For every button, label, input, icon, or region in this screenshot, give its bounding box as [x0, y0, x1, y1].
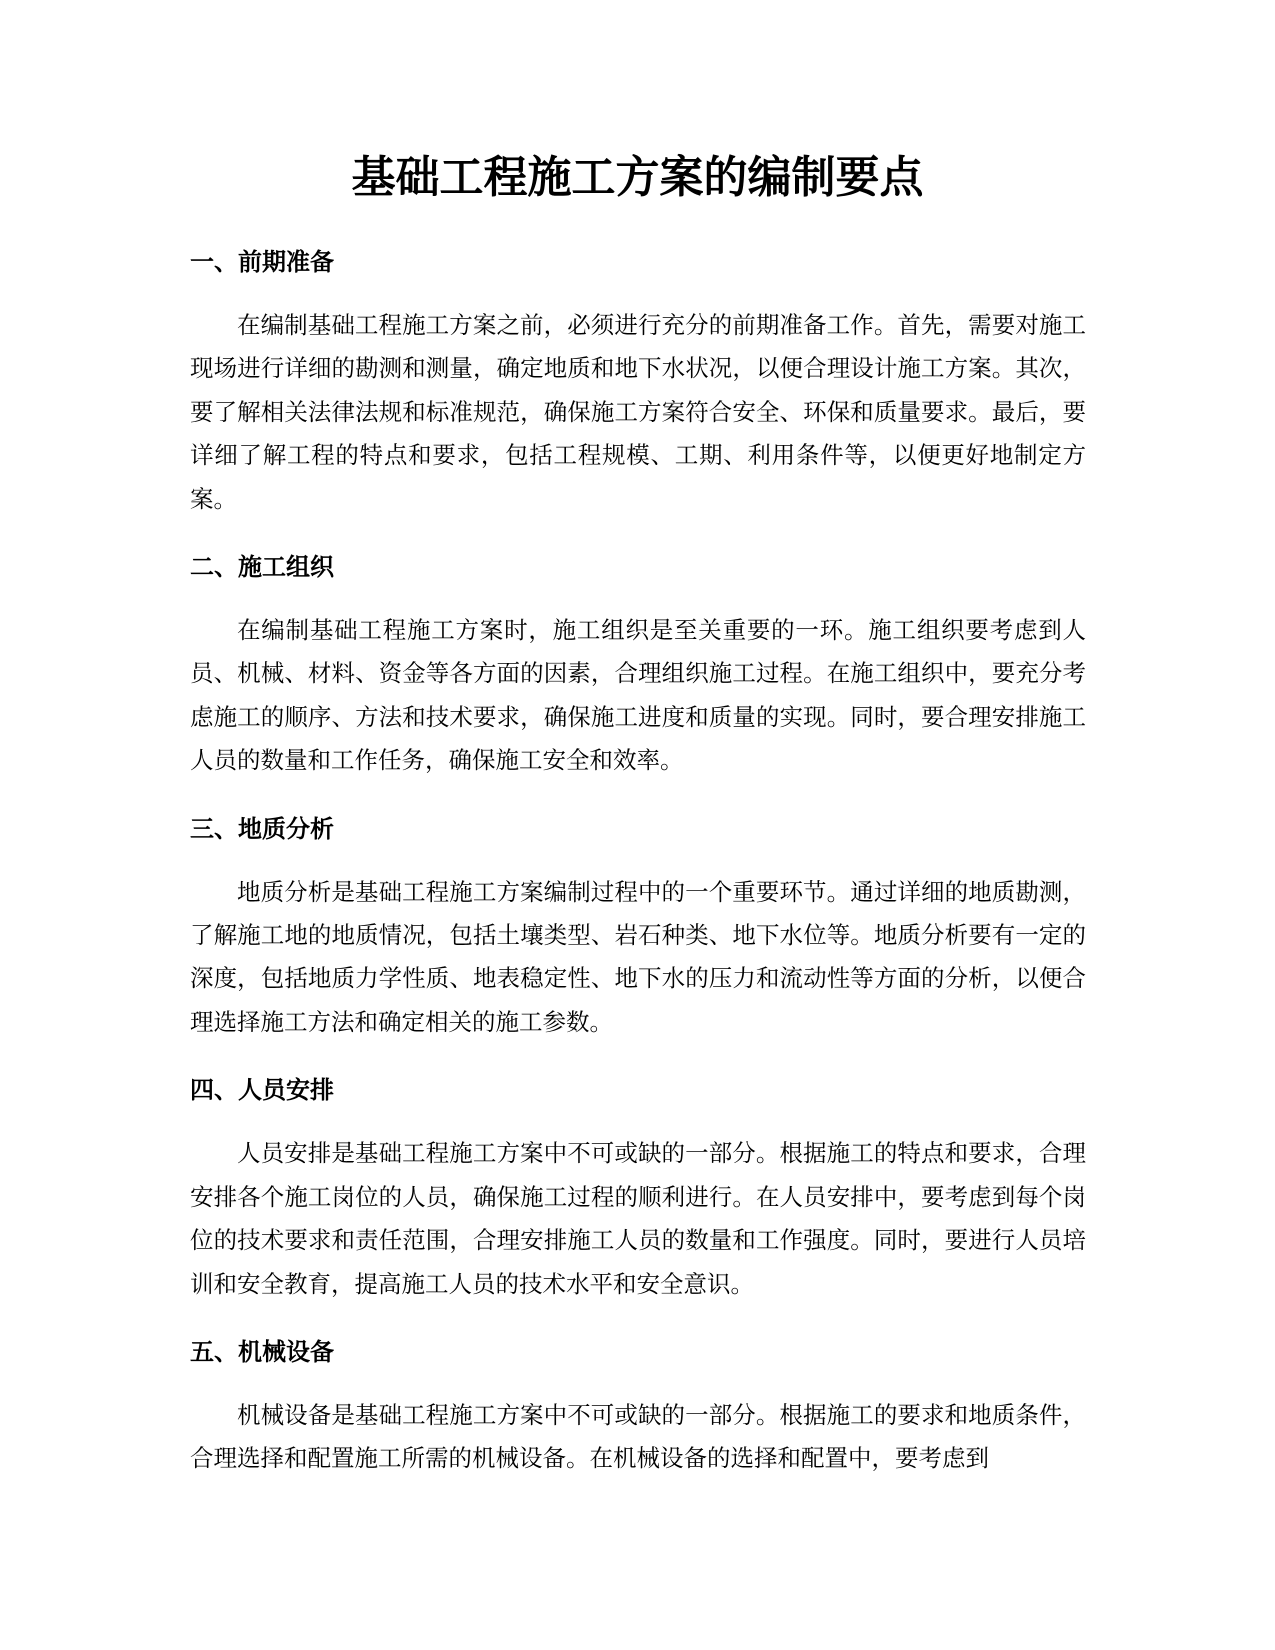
section-heading-preparation: 一、前期准备 [190, 248, 334, 276]
section-heading-machinery: 五、机械设备 [190, 1337, 334, 1366]
section-body-geology: 地质分析是基础工程施工方案编制过程中的一个重要环节。通过详细的地质勘测，了解施工地的地质情况，包括土壤类型、岩石种类、地下水位等。地质分析要有一定的深度，包括地质力学性质、地表稳定性、地下水的压力和流动性等方面的分析，以便合理选择施工方法和确定相关的施工参数。 [190, 877, 1086, 1036]
section-heading-organization: 二、施工组织 [190, 553, 334, 582]
document-title: 基础工程施工方案的编制要点 [351, 152, 924, 203]
section-body-preparation: 在编制基础工程施工方案之前，必须进行充分的前期准备工作。首先，需要对施工现场进行详细的勘测和测量，确定地质和地下水状况，以便合理设计施工方案。其次，要了解相关法律法规和标准规范，确保施工方案符合安全、环保和质量要求。最后，要详细了解工程的特点和要求，包括工程规模、工期、利用条件等，以便更好地制定方案。 [190, 311, 1086, 513]
section-body-organization: 在编制基础工程施工方案时，施工组织是至关重要的一环。施工组织要考虑到人员、机械、材料、资金等各方面的因素，合理组织施工过程。在施工组织中，要充分考虑施工的顺序、方法和技术要求，确保施工进度和质量的实现。同时，要合理安排施工人员的数量和工作任务，确保施工安全和效率。 [190, 616, 1086, 775]
section-heading-staffing: 四、人员安排 [190, 1076, 334, 1105]
section-body-staffing: 人员安排是基础工程施工方案中不可或缺的一部分。根据施工的特点和要求，合理安排各个施工岗位的人员，确保施工过程的顺利进行。在人员安排中，要考虑到每个岗位的技术要求和责任范围，合理安排施工人员的数量和工作强度。同时，要进行人员培训和安全教育，提高施工人员的技术水平和安全意识。 [190, 1139, 1086, 1298]
section-heading-geology: 三、地质分析 [190, 814, 334, 843]
section-body-machinery: 机械设备是基础工程施工方案中不可或缺的一部分。根据施工的要求和地质条件，合理选择和配置施工所需的机械设备。在机械设备的选择和配置中，要考虑到 [190, 1400, 1086, 1473]
document-content [190, 244, 1086, 1509]
